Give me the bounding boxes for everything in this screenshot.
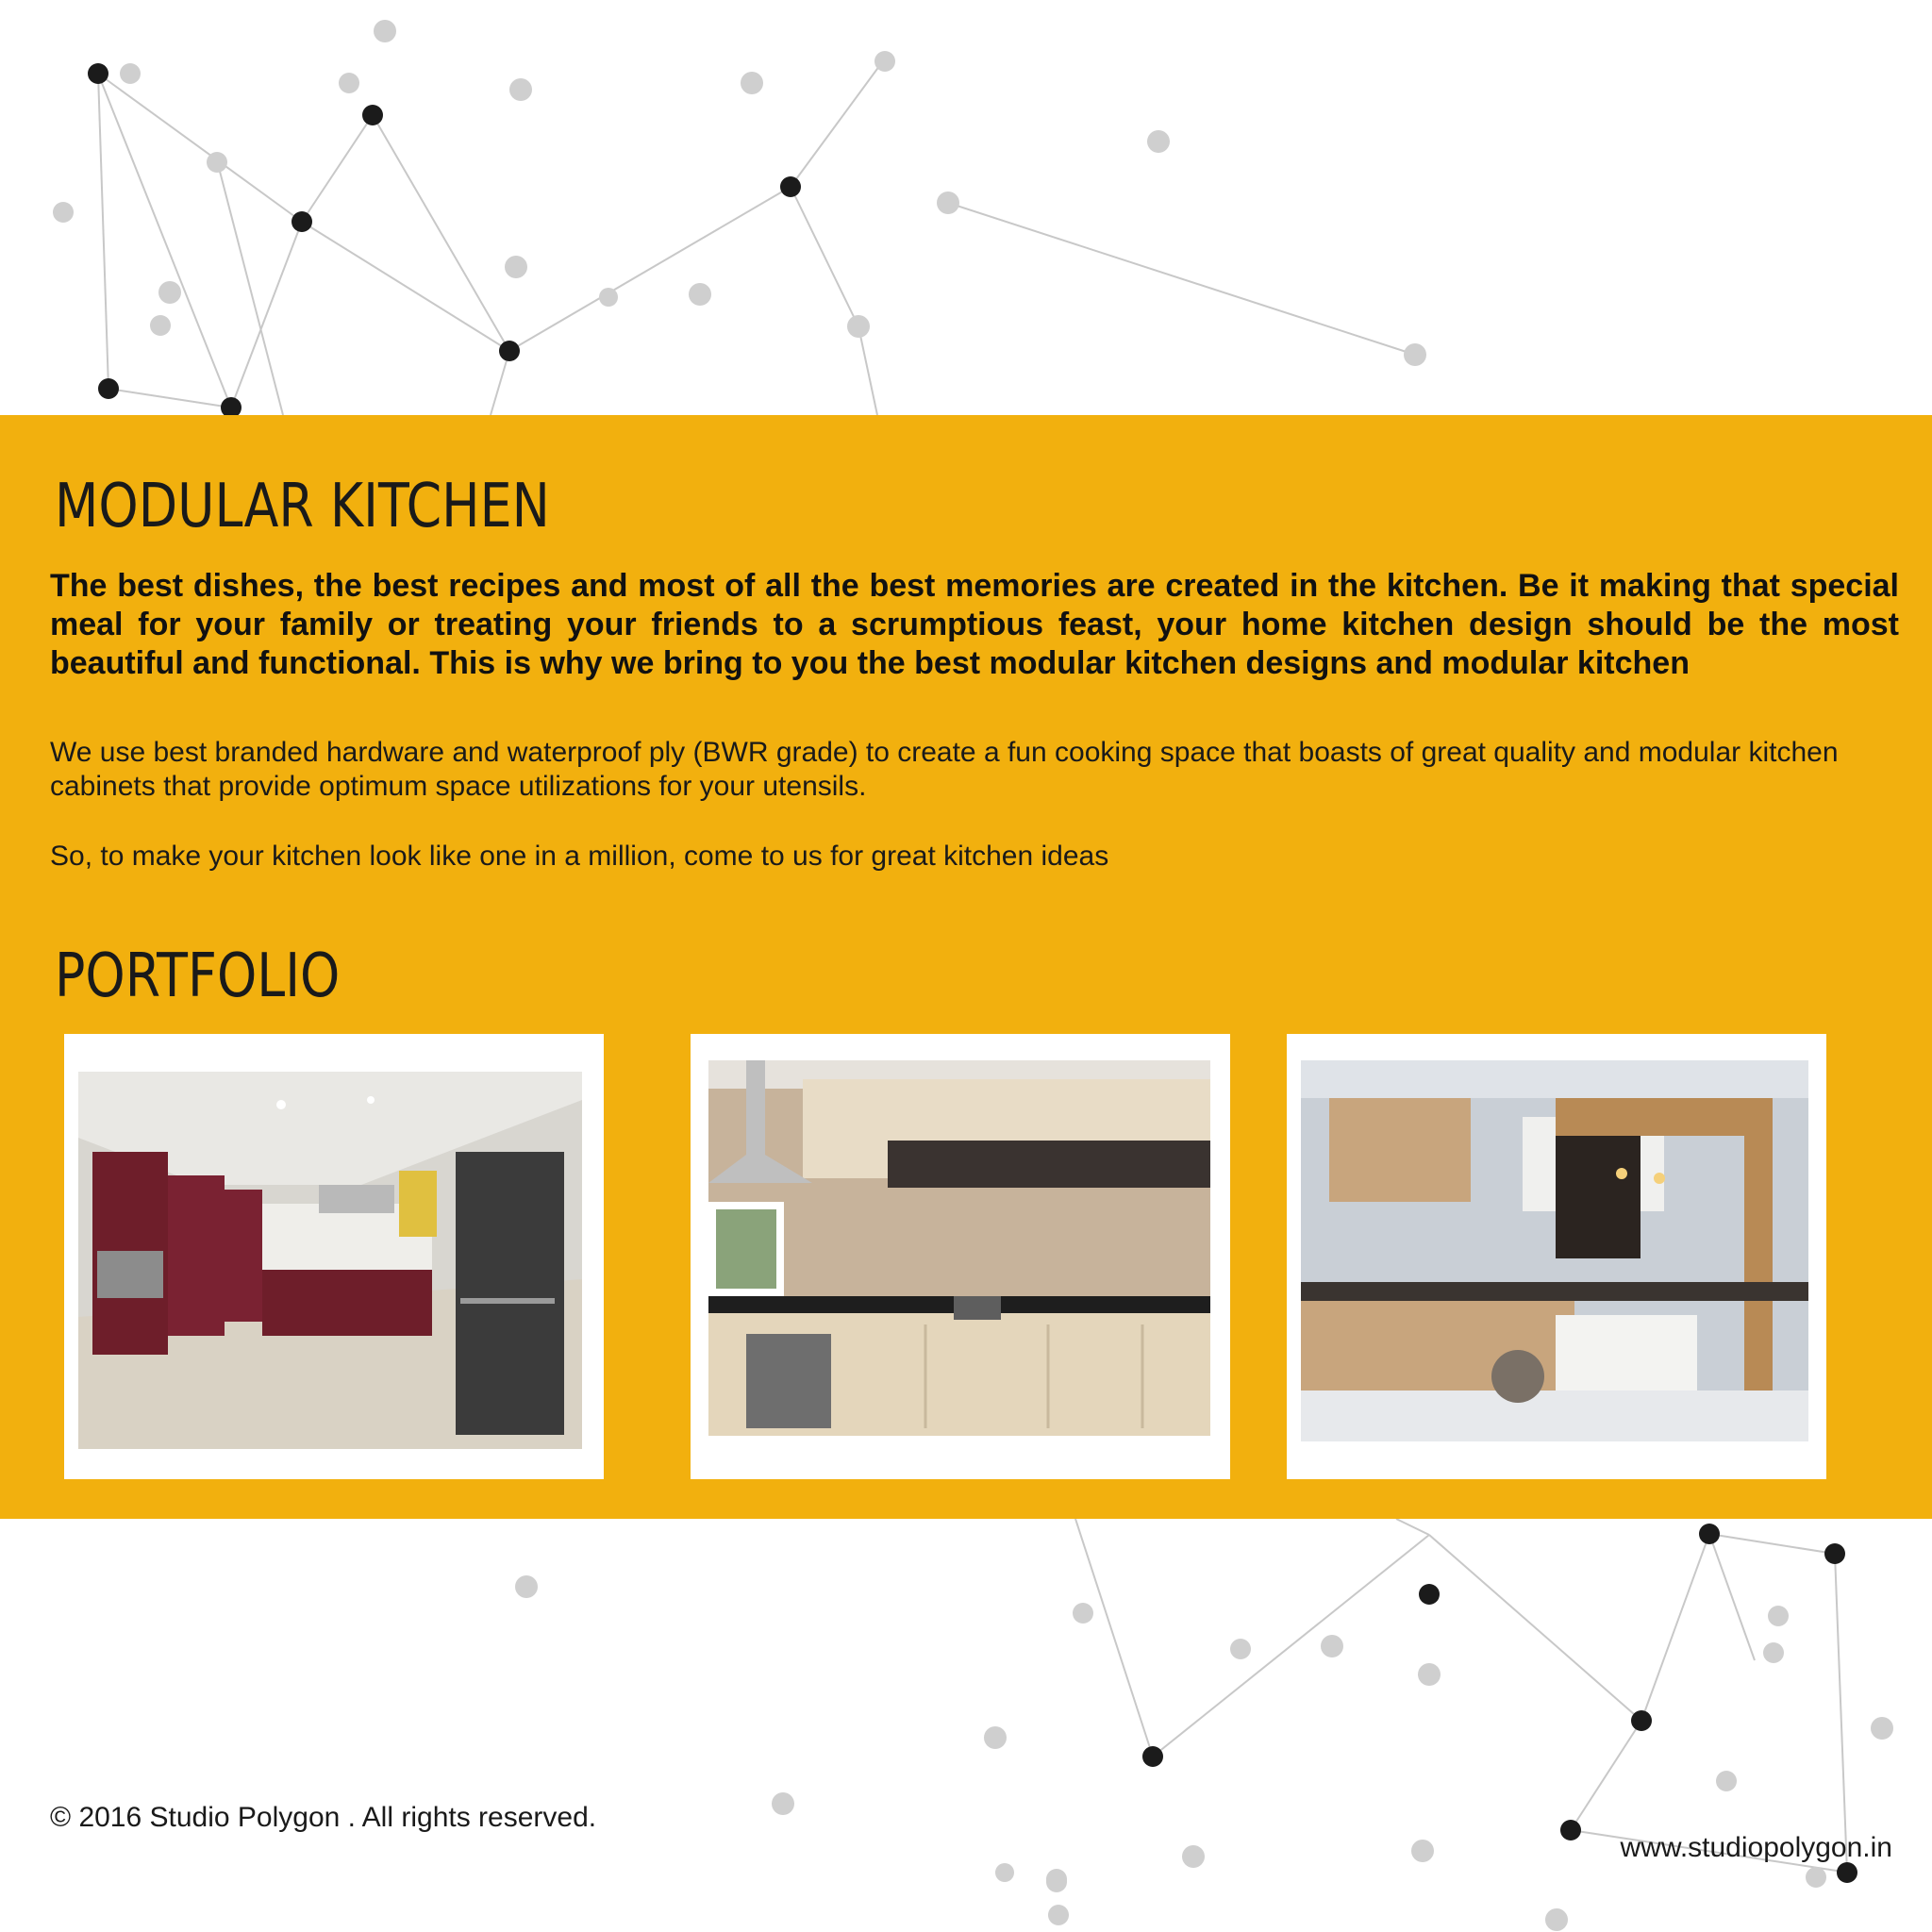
portfolio-card-3[interactable] xyxy=(1287,1034,1826,1479)
copyright-text: © 2016 Studio Polygon . All rights reserved. xyxy=(50,1802,597,1833)
portfolio-title: PORTFOLIO xyxy=(55,941,341,1011)
kitchen-photo-maroon xyxy=(78,1072,582,1449)
intro-paragraph: The best dishes, the best recipes and most of all the best memories are created in the kitchen. Be it making that special meal for your family or treating your friends to a scrumptious feast, your home kitchen design should be the most beautiful and functional. This is why we bring to you the best modular kitchen designs and modular kitchen xyxy=(50,568,1899,681)
materials-paragraph: We use best branded hardware and waterproof ply (BWR grade) to create a fun cooking space that boasts of great quality and modular kitchen cabinets that provide optimum space utilizations for your utensils. xyxy=(50,737,1839,802)
section-title: MODULAR KITCHEN xyxy=(55,472,550,541)
portfolio-card-1[interactable] xyxy=(64,1034,604,1479)
website-link[interactable]: www.studiopolygon.in xyxy=(1620,1832,1892,1863)
call-to-action-paragraph: So, to make your kitchen look like one in a million, come to us for great kitchen ideas xyxy=(50,841,1109,872)
portfolio-card-2[interactable] xyxy=(691,1034,1230,1479)
kitchen-photo-wood xyxy=(1301,1060,1808,1441)
kitchen-photo-beige xyxy=(708,1060,1210,1436)
